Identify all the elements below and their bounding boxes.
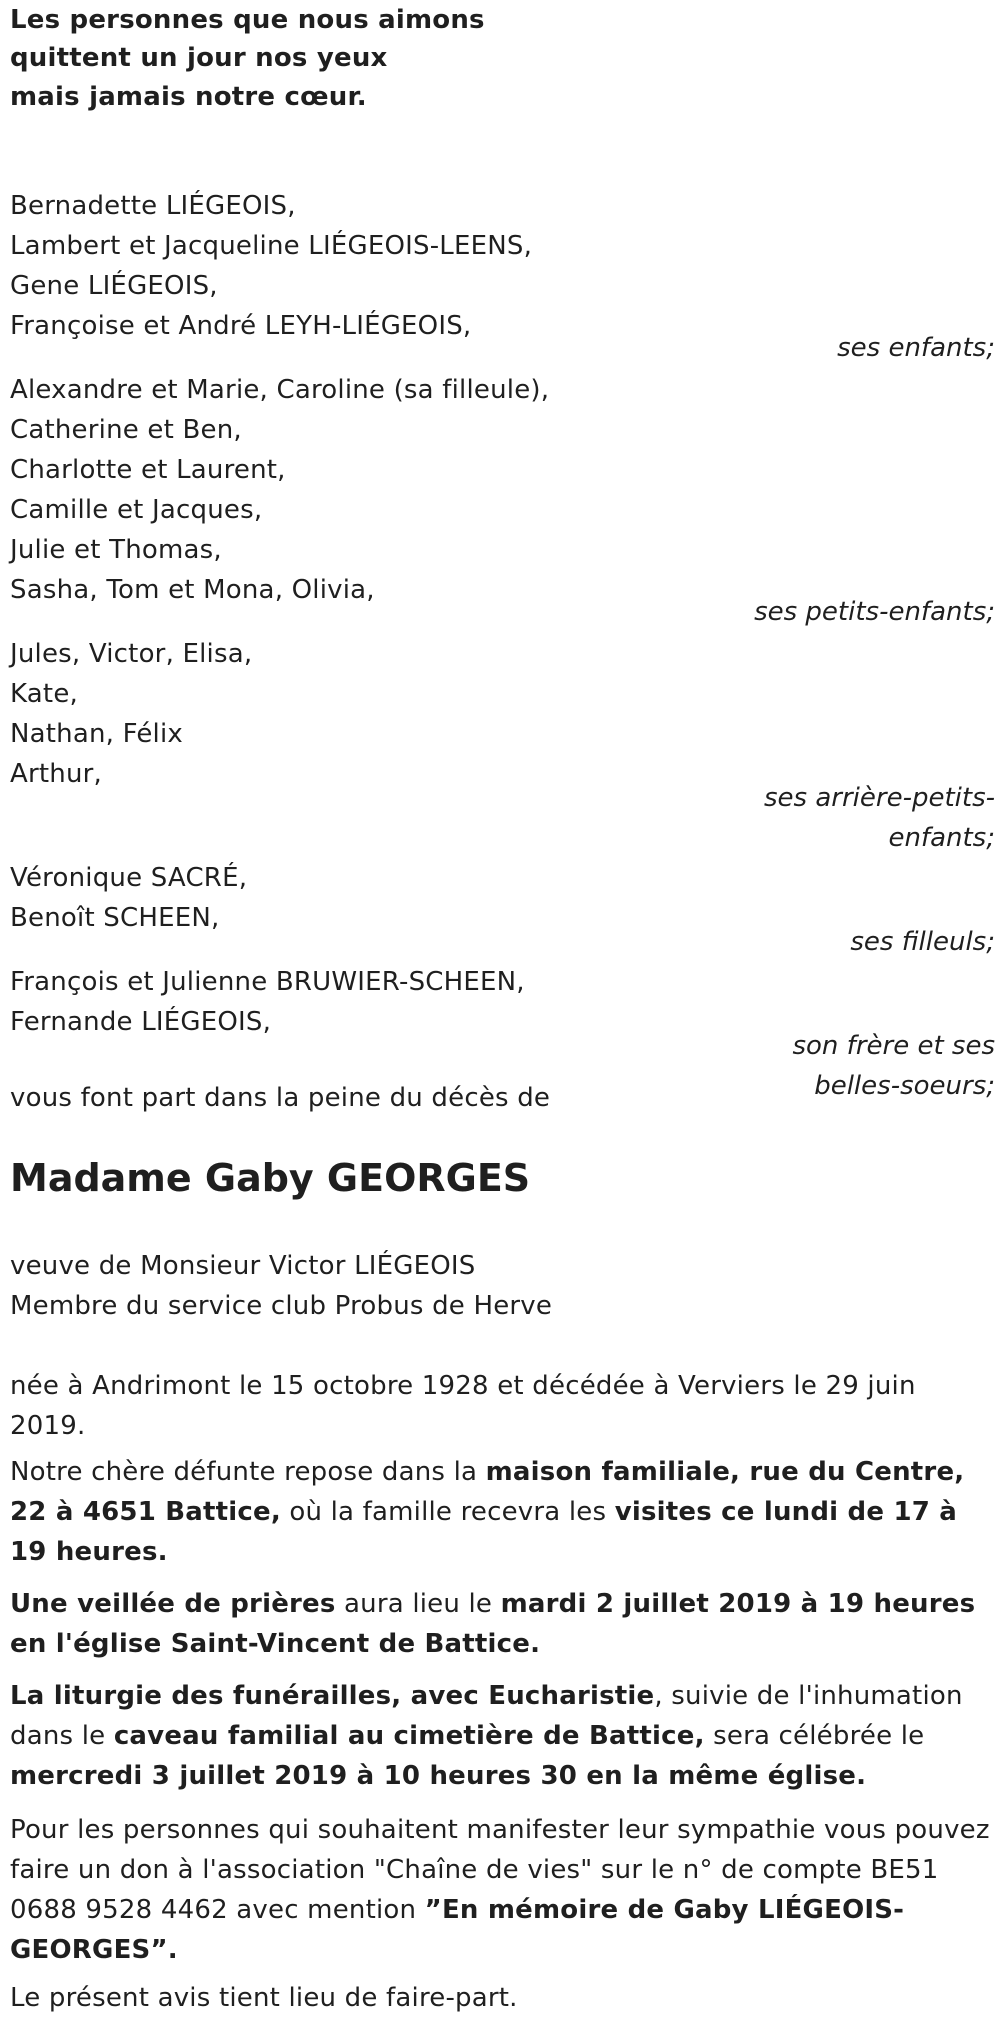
children-name-1: Bernadette LIÉGEOIS,: [10, 191, 296, 221]
grandchildren-name-1: Alexandre et Marie, Caroline (sa filleule),: [10, 375, 550, 405]
viewing-text-1: Notre chère défunte repose dans la: [10, 1457, 486, 1487]
funeral-datetime: mercredi 3 juillet 2019 à 10 heures 30 en la même église.: [10, 1761, 867, 1791]
grandchildren-name-2: Catherine et Ben,: [10, 415, 242, 445]
deceased-name: Madame Gaby GEORGES: [10, 1156, 531, 1200]
vigil-datetime: mardi 2 juillet 2019 à 19 heures en l'église Saint-Vincent de Battice.: [10, 1589, 976, 1659]
children-role: ses enfants;: [837, 333, 995, 363]
closing-text: Le présent avis tient lieu de faire-part.: [10, 1983, 518, 2013]
great-grandchildren-role-line-1: ses arrière-petits-: [764, 783, 995, 813]
announcement-text: vous font part dans la peine du décès de: [10, 1083, 551, 1113]
godchildren-role: ses filleuls;: [850, 927, 995, 957]
funeral-paragraph: [10, 1676, 990, 1796]
great-grandchildren-role-line-2: enfants;: [888, 823, 995, 853]
children-name-3: Gene LIÉGEOIS,: [10, 271, 218, 301]
grandchildren-name-4: Camille et Jacques,: [10, 495, 263, 525]
donation-text: Pour les personnes qui souhaitent manifester leur sympathie vous pouvez faire un don à l'association "Chaîne de vies" sur le n° de compte BE51 0688 9528 4462 avec mention: [10, 1815, 990, 1925]
great-grandchildren-name-1: Jules, Victor, Elisa,: [10, 639, 253, 669]
epigraph-line-1: Les personnes que nous aimons: [10, 5, 485, 35]
siblings-role-line-2: belles-soeurs;: [814, 1071, 995, 1101]
godchildren-name-2: Benoît SCHEEN,: [10, 903, 220, 933]
siblings-name-1: François et Julienne BRUWIER-SCHEEN,: [10, 967, 525, 997]
godchildren-name-1: Véronique SACRÉ,: [10, 863, 248, 893]
siblings-role-line-1: son frère et ses: [792, 1031, 995, 1061]
epigraph-line-3: mais jamais notre cœur.: [10, 82, 367, 112]
great-grandchildren-name-2: Kate,: [10, 679, 78, 709]
funeral-burial-place: caveau familial au cimetière de Battice,: [113, 1721, 705, 1751]
great-grandchildren-name-3: Nathan, Félix: [10, 719, 183, 749]
donation-mention: ”En mémoire de Gaby LIÉGEOIS-GEORGES”.: [10, 1895, 905, 1965]
viewing-address: maison familiale, rue du Centre, 22 à 4651 Battice,: [10, 1457, 965, 1527]
epigraph-line-2: quittent un jour nos yeux: [10, 43, 388, 73]
grandchildren-role: ses petits-enfants;: [754, 597, 995, 627]
children-name-4: Françoise et André LEYH-LIÉGEOIS,: [10, 311, 472, 341]
grandchildren-name-6: Sasha, Tom et Mona, Olivia,: [10, 575, 375, 605]
children-name-2: Lambert et Jacqueline LIÉGEOIS-LEENS,: [10, 231, 533, 261]
grandchildren-name-3: Charlotte et Laurent,: [10, 455, 286, 485]
viewing-paragraph: [10, 1452, 990, 1572]
viewing-text-2: où la famille recevra les: [280, 1497, 615, 1527]
vigil-label: Une veillée de prières: [10, 1589, 336, 1619]
grandchildren-name-5: Julie et Thomas,: [10, 535, 222, 565]
donation-paragraph: [10, 1810, 990, 1970]
siblings-name-2: Fernande LIÉGEOIS,: [10, 1007, 272, 1037]
birth-death-paragraph: née à Andrimont le 15 octobre 1928 et décédée à Verviers le 29 juin 2019.: [10, 1371, 916, 1441]
funeral-text-1: , suivie de l'inhumation dans le: [10, 1681, 963, 1751]
funeral-text-2: sera célébrée le: [704, 1721, 925, 1751]
funeral-label: La liturgie des funérailles, avec Eucharistie: [10, 1681, 655, 1711]
viewing-hours: visites ce lundi de 17 à 19 heures.: [10, 1497, 958, 1567]
vigil-paragraph: [10, 1584, 990, 1664]
great-grandchildren-name-4: Arthur,: [10, 759, 102, 789]
widow-detail: veuve de Monsieur Victor LIÉGEOIS: [10, 1251, 476, 1281]
vigil-text: aura lieu le: [335, 1589, 501, 1619]
club-membership: Membre du service club Probus de Herve: [10, 1291, 553, 1321]
